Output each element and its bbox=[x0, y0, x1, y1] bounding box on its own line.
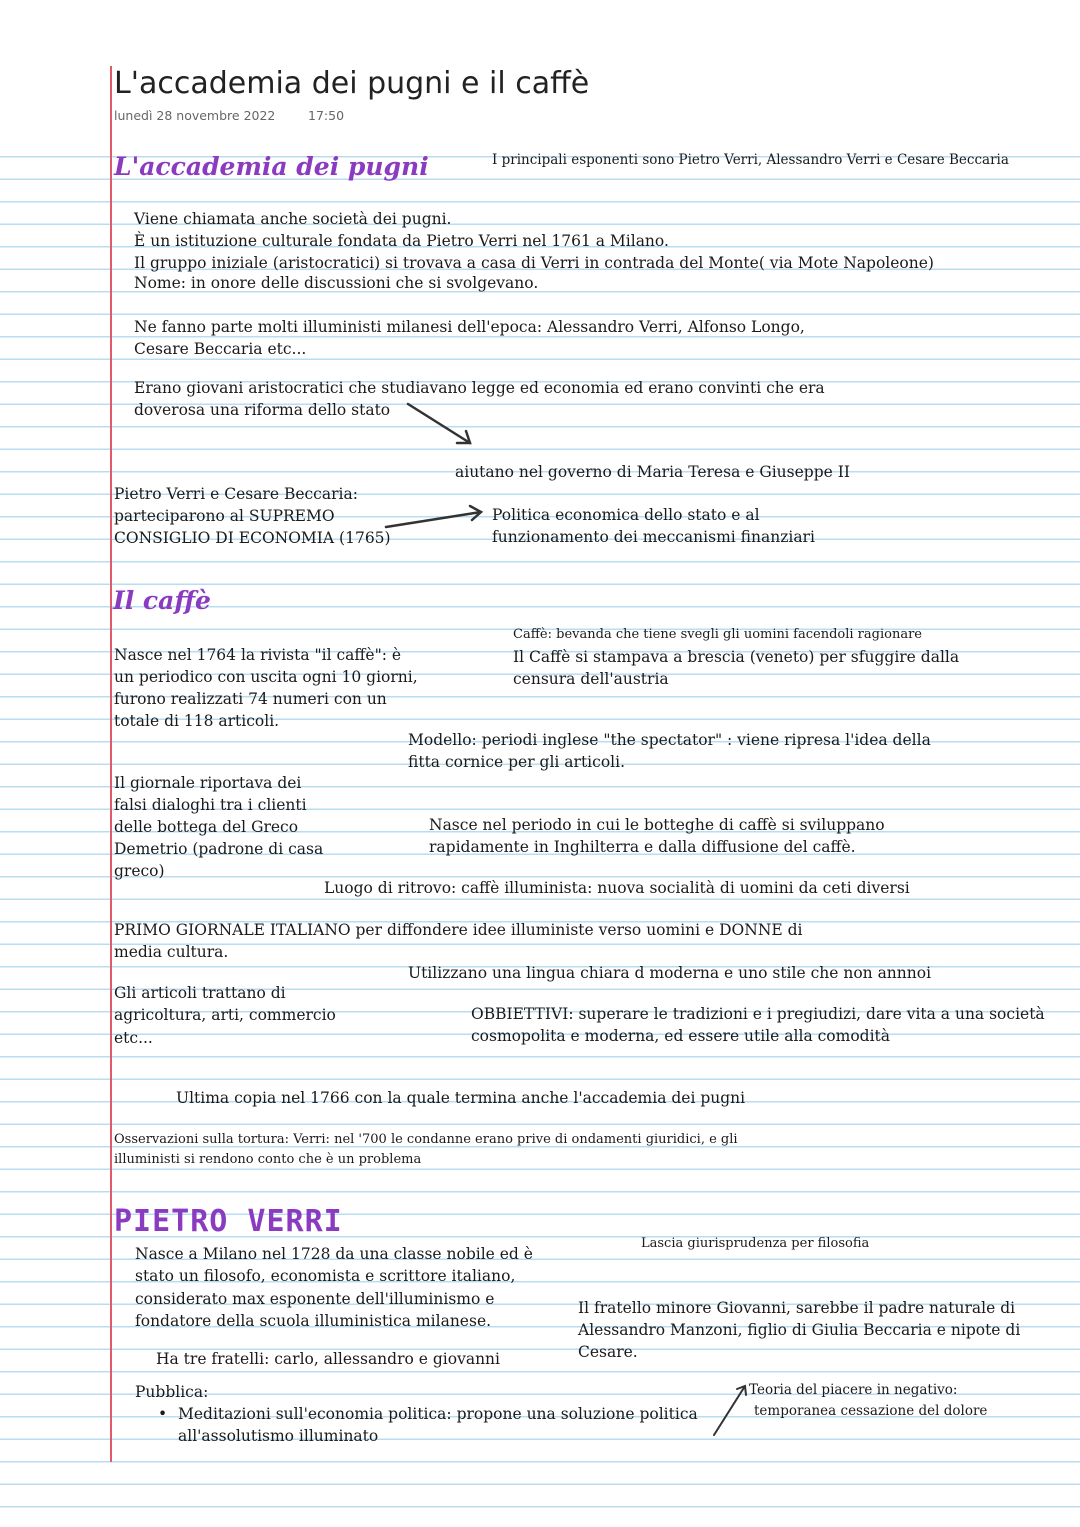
young-line: Erano giovani aristocratici che studiavano legge ed economia ed erano convinti che era bbox=[134, 379, 825, 397]
bio-line: considerato max esponente dell'illuminismo e bbox=[135, 1290, 495, 1308]
caffe-note: Caffè: bevanda che tiene svegli gli uomini facendoli ragionare bbox=[513, 627, 922, 642]
nasce-line: Nasce nel 1764 la rivista "il caffè": è bbox=[114, 646, 402, 664]
arrow-to-politica bbox=[386, 506, 481, 527]
brescia-line: censura dell'austria bbox=[513, 670, 669, 688]
brescia-line: Il Caffè si stampava a brescia (veneto) per sfuggire dalla bbox=[513, 648, 960, 666]
giornale-line: greco) bbox=[114, 862, 165, 880]
obbiettivi-line: cosmopolita e moderna, ed essere utile alla comodità bbox=[471, 1027, 890, 1045]
fratello-line: Cesare. bbox=[578, 1343, 638, 1361]
fratelli-line: Ha tre fratelli: carlo, allessandro e giovanni bbox=[156, 1350, 500, 1368]
council-line: CONSIGLIO DI ECONOMIA (1765) bbox=[114, 529, 391, 547]
periodo-line: Nasce nel periodo in cui le botteghe di caffè si sviluppano bbox=[429, 816, 885, 834]
articoli-line: agricoltura, arti, commercio bbox=[114, 1006, 336, 1024]
council-line: Pietro Verri e Cesare Beccaria: bbox=[114, 485, 358, 503]
modello-line: fitta cornice per gli articoli. bbox=[408, 753, 625, 771]
intro-line: È un istituzione culturale fondata da Pietro Verri nel 1761 a Milano. bbox=[134, 232, 669, 250]
osservazioni-line: illuministi si rendono conto che è un problema bbox=[114, 1152, 422, 1167]
bio-line: stato un filosofo, economista e scrittore italiano, bbox=[135, 1267, 516, 1285]
giornale-line: delle bottega del Greco bbox=[114, 818, 299, 836]
pubblica-label: Pubblica: bbox=[135, 1383, 209, 1401]
ultima-line: Ultima copia nel 1766 con la quale termina anche l'accademia dei pugni bbox=[176, 1089, 746, 1107]
arrow-to-teoria bbox=[714, 1386, 746, 1435]
nasce-line: furono realizzati 74 numeri con un bbox=[114, 690, 387, 708]
osservazioni-line: Osservazioni sulla tortura: Verri: nel '700 le condanne erano prive di ondamenti giuridici, e gli bbox=[114, 1132, 738, 1147]
primo-line: PRIMO GIORNALE ITALIANO per diffondere idee illuministe verso uomini e DONNE di bbox=[114, 921, 803, 939]
obbiettivi-line: OBBIETTIVI: superare le tradizioni e i pregiudizi, dare vita a una società bbox=[471, 1005, 1045, 1023]
lingua-line: Utilizzano una lingua chiara d moderna e uno stile che non annnoi bbox=[408, 964, 932, 982]
teoria-line: Teoria del piacere in negativo: bbox=[749, 1382, 958, 1398]
intro-line: Viene chiamata anche società dei pugni. bbox=[134, 210, 452, 228]
policy-line: Politica economica dello stato e al bbox=[492, 506, 760, 524]
bullet-line: all'assolutismo illuminato bbox=[178, 1427, 379, 1445]
policy-line: funzionamento dei meccanismi finanziari bbox=[492, 528, 815, 546]
giornale-line: Demetrio (padrone di casa bbox=[114, 840, 324, 858]
nasce-line: totale di 118 articoli. bbox=[114, 712, 280, 730]
heading-pietro-verri: PIETRO VERRI bbox=[114, 1204, 343, 1239]
note-date: lunedì 28 novembre 2022 bbox=[114, 108, 276, 123]
arrow-to-governo bbox=[408, 404, 470, 443]
giurisprudenza-note: Lascia giurisprudenza per filosofia bbox=[641, 1236, 870, 1251]
bio-line: Nasce a Milano nel 1728 da una classe nobile ed è bbox=[135, 1245, 533, 1263]
intro-line: Il gruppo iniziale (aristocratici) si trovava a casa di Verri in contrada del Monte( via Mote Napoleone) bbox=[134, 254, 934, 272]
intro-line: Nome: in onore delle discussioni che si svolgevano. bbox=[134, 274, 539, 292]
periodo-line: rapidamente in Inghilterra e dalla diffusione del caffè. bbox=[429, 838, 856, 856]
modello-line: Modello: periodi inglese "the spectator" : viene ripresa l'idea della bbox=[408, 731, 931, 749]
heading-accademia: L'accademia dei pugni bbox=[114, 152, 429, 181]
members-line: Cesare Beccaria etc... bbox=[134, 340, 307, 358]
note-time: 17:50 bbox=[308, 108, 345, 123]
fratello-line: Alessandro Manzoni, figlio di Giulia Beccaria e nipote di bbox=[578, 1321, 1021, 1339]
giornale-line: Il giornale riportava dei bbox=[114, 774, 302, 792]
margin-line bbox=[110, 66, 112, 1462]
articoli-line: Gli articoli trattano di bbox=[114, 984, 286, 1002]
page-title: L'accademia dei pugni e il caffè bbox=[114, 66, 590, 101]
esponenti-note: I principali esponenti sono Pietro Verri, Alessandro Verri e Cesare Beccaria bbox=[492, 152, 1009, 168]
luogo-line: Luogo di ritrovo: caffè illuminista: nuova socialità di uomini da ceti diversi bbox=[324, 879, 910, 897]
bullet-line: Meditazioni sull'economia politica: propone una soluzione politica bbox=[178, 1405, 698, 1423]
council-line: parteciparono al SUPREMO bbox=[114, 507, 335, 525]
primo-line: media cultura. bbox=[114, 943, 229, 961]
young-line: doverosa una riforma dello stato bbox=[134, 401, 391, 419]
giornale-line: falsi dialoghi tra i clienti bbox=[114, 796, 307, 814]
bullet-dot: • bbox=[158, 1405, 168, 1423]
fratello-line: Il fratello minore Giovanni, sarebbe il padre naturale di bbox=[578, 1299, 1016, 1317]
bio-line: fondatore della scuola illuministica milanese. bbox=[135, 1312, 492, 1330]
members-line: Ne fanno parte molti illuministi milanesi dell'epoca: Alessandro Verri, Alfonso Longo, bbox=[134, 318, 805, 336]
teoria-line: temporanea cessazione del dolore bbox=[754, 1403, 988, 1419]
help-line: aiutano nel governo di Maria Teresa e Giuseppe II bbox=[455, 463, 850, 481]
nasce-line: un periodico con uscita ogni 10 giorni, bbox=[114, 668, 418, 686]
heading-caffe: Il caffè bbox=[113, 586, 211, 615]
articoli-line: etc... bbox=[114, 1029, 153, 1047]
